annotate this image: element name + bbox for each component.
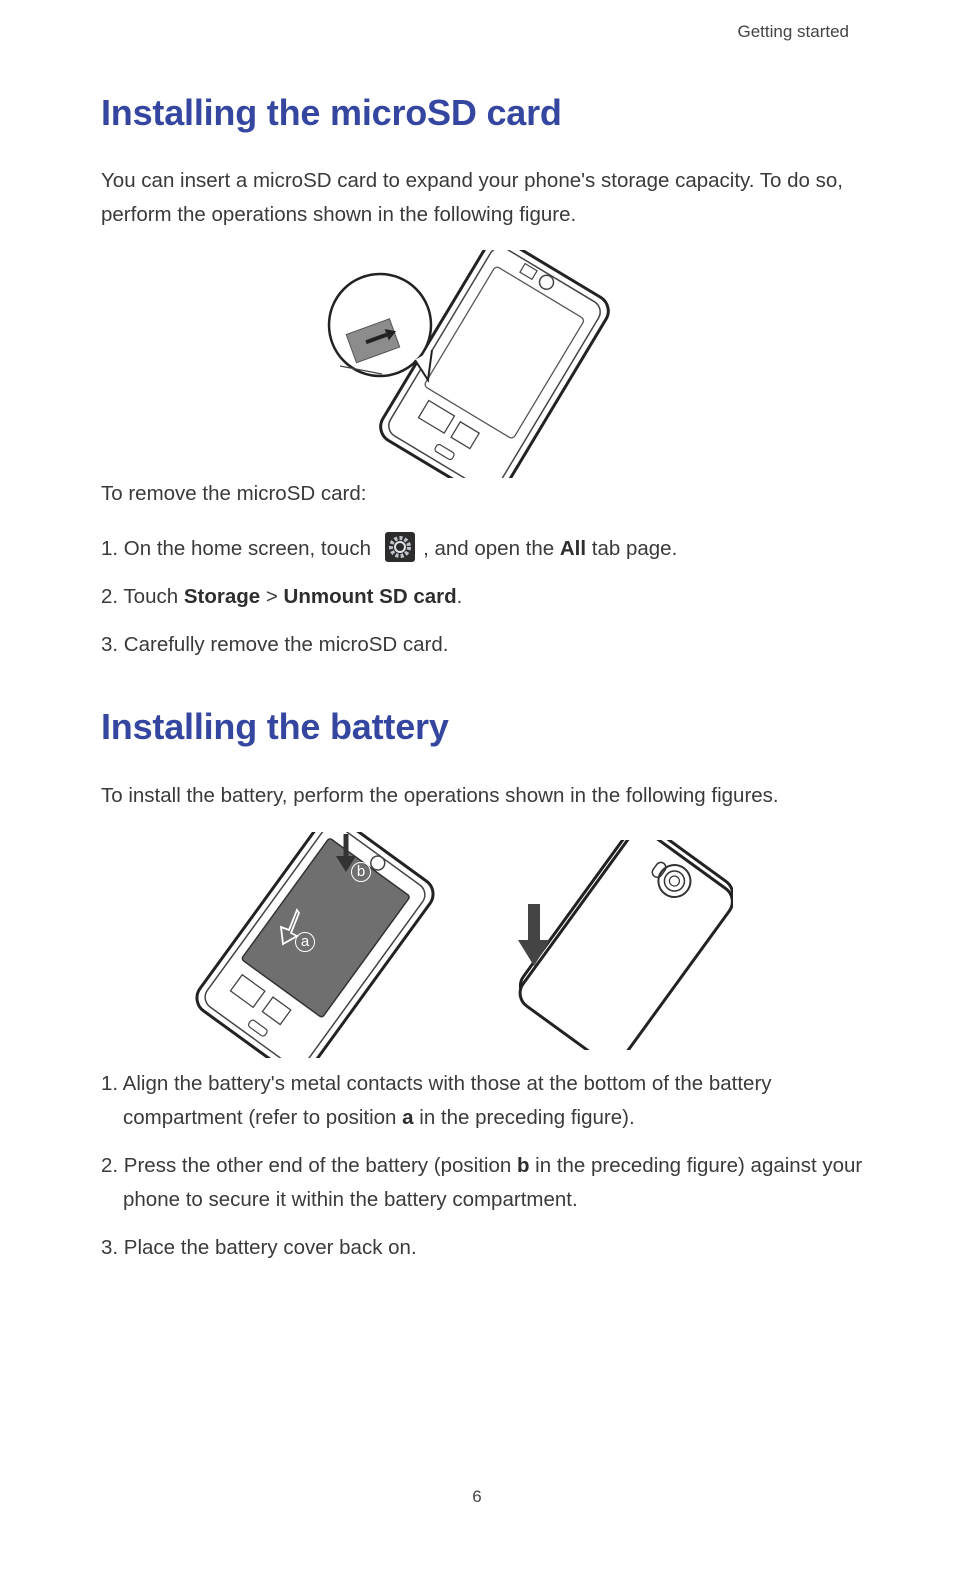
all-tab-label: All: [559, 537, 587, 560]
battery-step-1-prefix: 1. Align the battery's metal contacts with those at the bottom of the battery compartment (refer to position: [101, 1072, 772, 1129]
remove-step-2-suffix: .: [456, 585, 463, 608]
battery-step-3: 3. Place the battery cover back on.: [101, 1236, 417, 1259]
microsd-intro: You can insert a microSD card to expand your phone's storage capacity. To do so, perform the operations shown in the following figure.: [101, 169, 843, 226]
battery-step-1-suffix: in the preceding figure).: [413, 1106, 635, 1129]
running-header: Getting started: [737, 22, 849, 41]
remove-intro: To remove the microSD card:: [101, 482, 367, 505]
position-a-ref: a: [402, 1106, 414, 1129]
remove-step-2-sep: >: [260, 585, 284, 608]
remove-step-1-prefix: 1. On the home screen, touch: [101, 537, 372, 560]
page-number: 6: [472, 1487, 482, 1506]
battery-insertion-figure: [183, 832, 448, 1058]
remove-step-2: [101, 580, 861, 614]
storage-label: Storage: [183, 585, 261, 608]
remove-step-1-middle: , and open the: [423, 537, 560, 560]
battery-cover-figure: [508, 840, 733, 1050]
position-b-label: b: [351, 862, 371, 882]
battery-step-2: [101, 1149, 883, 1217]
remove-step-1-suffix: tab page.: [586, 537, 678, 560]
microsd-insertion-figure: [320, 250, 630, 478]
position-a-label: a: [295, 932, 315, 952]
remove-step-1: [101, 532, 861, 566]
battery-step-2-prefix: 2. Press the other end of the battery (position: [101, 1154, 517, 1177]
remove-step-3: 3. Carefully remove the microSD card.: [101, 633, 449, 656]
battery-intro: To install the battery, perform the operations shown in the following figures.: [101, 784, 779, 807]
section-title-battery: Installing the battery: [101, 706, 449, 747]
battery-step-2-suffix: in the preceding figure) against your phone to secure it within the battery compartment.: [123, 1154, 863, 1211]
settings-gear-icon: [385, 532, 415, 562]
remove-step-2-prefix: 2. Touch: [101, 585, 184, 608]
unmount-sd-label: Unmount SD card: [283, 585, 457, 608]
battery-step-1: [101, 1067, 883, 1135]
position-b-ref: b: [516, 1154, 530, 1177]
section-title-microsd: Installing the microSD card: [101, 92, 562, 133]
